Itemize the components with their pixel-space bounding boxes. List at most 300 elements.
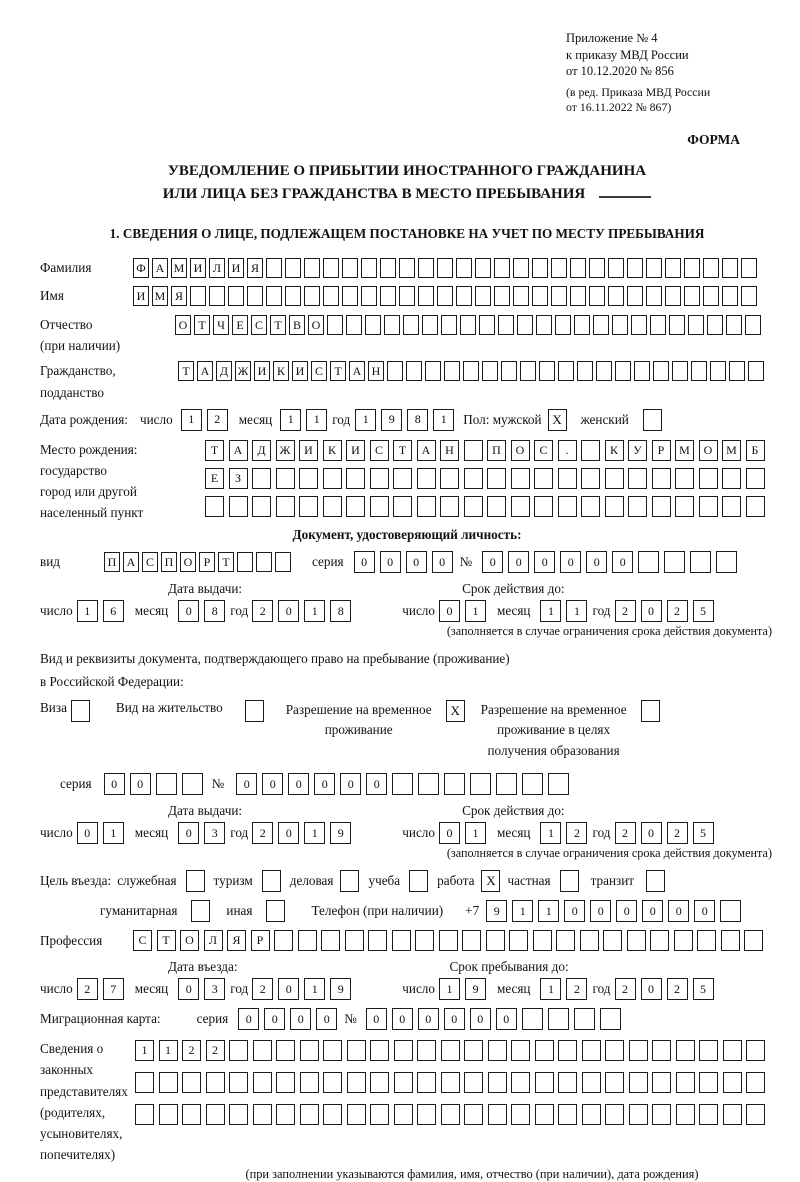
form-cell[interactable]: 1 [181, 409, 202, 431]
form-cell[interactable]: 0 [238, 1008, 259, 1030]
form-cell[interactable]: 2 [206, 1040, 225, 1061]
form-cell[interactable]: 0 [534, 551, 555, 573]
form-cell[interactable]: 0 [496, 1008, 517, 1030]
purpose-study-checkbox[interactable] [409, 870, 428, 892]
form-cell[interactable] [745, 315, 761, 335]
form-cell[interactable] [741, 258, 757, 278]
form-cell[interactable]: 0 [508, 551, 529, 573]
form-cell[interactable] [581, 440, 600, 461]
form-cell[interactable]: 0 [470, 1008, 491, 1030]
form-cell[interactable]: О [180, 930, 199, 951]
form-cell[interactable]: 1 [280, 409, 301, 431]
form-cell[interactable]: 0 [264, 1008, 285, 1030]
form-cell[interactable] [699, 496, 718, 517]
form-cell[interactable]: 1 [355, 409, 376, 431]
form-cell[interactable] [605, 496, 624, 517]
purpose-other-checkbox[interactable] [266, 900, 285, 922]
form-cell[interactable] [135, 1072, 154, 1093]
form-cell[interactable]: 2 [252, 600, 273, 622]
form-cell[interactable]: 9 [381, 409, 402, 431]
form-cell[interactable]: С [142, 552, 158, 572]
form-cell[interactable] [418, 258, 434, 278]
form-cell[interactable] [285, 286, 301, 306]
visa-checkbox[interactable] [71, 700, 90, 722]
form-cell[interactable]: Т [330, 361, 346, 381]
form-cell[interactable] [417, 496, 436, 517]
form-cell[interactable]: 8 [407, 409, 428, 431]
form-cell[interactable] [323, 286, 339, 306]
form-cell[interactable] [723, 1072, 742, 1093]
form-cell[interactable]: 0 [290, 1008, 311, 1030]
form-cell[interactable]: 0 [316, 1008, 337, 1030]
form-cell[interactable] [608, 286, 624, 306]
form-cell[interactable] [520, 361, 536, 381]
form-cell[interactable] [276, 468, 295, 489]
form-cell[interactable] [253, 1072, 272, 1093]
form-cell[interactable] [535, 1040, 554, 1061]
form-cell[interactable]: Ч [213, 315, 229, 335]
form-cell[interactable] [534, 468, 553, 489]
form-cell[interactable]: 1 [540, 822, 561, 844]
form-cell[interactable]: Т [194, 315, 210, 335]
form-cell[interactable]: Т [393, 440, 412, 461]
form-cell[interactable] [558, 468, 577, 489]
form-cell[interactable] [653, 361, 669, 381]
form-cell[interactable] [437, 286, 453, 306]
form-cell[interactable] [190, 286, 206, 306]
form-cell[interactable] [486, 930, 505, 951]
form-cell[interactable] [558, 496, 577, 517]
form-cell[interactable] [406, 361, 422, 381]
form-cell[interactable]: О [175, 315, 191, 335]
form-cell[interactable] [675, 496, 694, 517]
form-cell[interactable] [605, 1072, 624, 1093]
form-cell[interactable] [470, 773, 491, 795]
form-cell[interactable] [440, 468, 459, 489]
form-cell[interactable]: 0 [77, 822, 98, 844]
form-cell[interactable] [361, 286, 377, 306]
form-cell[interactable]: 1 [538, 900, 559, 922]
form-cell[interactable] [460, 315, 476, 335]
form-cell[interactable] [266, 286, 282, 306]
form-cell[interactable]: 0 [482, 551, 503, 573]
form-cell[interactable] [300, 1104, 319, 1125]
form-cell[interactable]: И [292, 361, 308, 381]
form-cell[interactable] [440, 496, 459, 517]
form-cell[interactable]: 1 [566, 600, 587, 622]
form-cell[interactable] [664, 551, 685, 573]
form-cell[interactable] [441, 1104, 460, 1125]
form-cell[interactable] [274, 930, 293, 951]
form-cell[interactable] [482, 361, 498, 381]
form-cell[interactable]: 5 [693, 978, 714, 1000]
form-cell[interactable]: 0 [694, 900, 715, 922]
form-cell[interactable] [399, 286, 415, 306]
form-cell[interactable] [462, 930, 481, 951]
form-cell[interactable] [361, 258, 377, 278]
sex-male-checkbox[interactable]: X [548, 409, 567, 431]
form-cell[interactable]: 1 [540, 600, 561, 622]
form-cell[interactable] [676, 1040, 695, 1061]
form-cell[interactable]: Ж [276, 440, 295, 461]
form-cell[interactable] [574, 315, 590, 335]
form-cell[interactable]: К [273, 361, 289, 381]
form-cell[interactable] [209, 286, 225, 306]
form-cell[interactable] [370, 468, 389, 489]
form-cell[interactable] [511, 496, 530, 517]
form-cell[interactable] [627, 286, 643, 306]
form-cell[interactable] [496, 773, 517, 795]
form-cell[interactable]: Т [178, 361, 194, 381]
form-cell[interactable] [629, 1072, 648, 1093]
form-cell[interactable]: 2 [566, 978, 587, 1000]
form-cell[interactable] [327, 315, 343, 335]
form-cell[interactable] [570, 286, 586, 306]
form-cell[interactable]: Я [247, 258, 263, 278]
form-cell[interactable] [522, 1008, 543, 1030]
form-cell[interactable] [600, 1008, 621, 1030]
form-cell[interactable] [182, 773, 203, 795]
form-cell[interactable] [699, 1072, 718, 1093]
form-cell[interactable]: 2 [252, 822, 273, 844]
form-cell[interactable] [346, 496, 365, 517]
form-cell[interactable]: 9 [486, 900, 507, 922]
form-cell[interactable] [346, 315, 362, 335]
form-cell[interactable]: И [299, 440, 318, 461]
form-cell[interactable] [456, 258, 472, 278]
form-cell[interactable] [722, 496, 741, 517]
form-cell[interactable]: 0 [354, 551, 375, 573]
form-cell[interactable] [365, 315, 381, 335]
form-cell[interactable] [532, 286, 548, 306]
form-cell[interactable] [387, 361, 403, 381]
form-cell[interactable] [417, 468, 436, 489]
form-cell[interactable]: Д [216, 361, 232, 381]
form-cell[interactable] [417, 1072, 436, 1093]
form-cell[interactable] [229, 496, 248, 517]
form-cell[interactable]: И [190, 258, 206, 278]
form-cell[interactable] [253, 1040, 272, 1061]
form-cell[interactable] [722, 468, 741, 489]
form-cell[interactable]: 2 [667, 600, 688, 622]
form-cell[interactable]: Р [652, 440, 671, 461]
form-cell[interactable] [275, 552, 291, 572]
form-cell[interactable] [380, 258, 396, 278]
form-cell[interactable] [464, 496, 483, 517]
form-cell[interactable] [488, 1072, 507, 1093]
form-cell[interactable] [650, 930, 669, 951]
form-cell[interactable]: 0 [641, 600, 662, 622]
form-cell[interactable] [646, 258, 662, 278]
form-cell[interactable] [593, 315, 609, 335]
form-cell[interactable]: 2 [182, 1040, 201, 1061]
form-cell[interactable] [323, 496, 342, 517]
form-cell[interactable] [675, 468, 694, 489]
form-cell[interactable] [746, 1104, 765, 1125]
form-cell[interactable]: 2 [667, 822, 688, 844]
form-cell[interactable]: 9 [465, 978, 486, 1000]
form-cell[interactable] [380, 286, 396, 306]
form-cell[interactable] [710, 361, 726, 381]
form-cell[interactable] [285, 258, 301, 278]
form-cell[interactable]: П [104, 552, 120, 572]
form-cell[interactable]: 0 [642, 900, 663, 922]
form-cell[interactable]: 2 [615, 978, 636, 1000]
form-cell[interactable]: 0 [366, 1008, 387, 1030]
form-cell[interactable] [441, 1040, 460, 1061]
form-cell[interactable]: 0 [366, 773, 387, 795]
form-cell[interactable] [229, 1072, 248, 1093]
form-cell[interactable]: Н [440, 440, 459, 461]
form-cell[interactable] [746, 496, 765, 517]
purpose-transit-checkbox[interactable] [646, 870, 665, 892]
form-cell[interactable]: 0 [444, 1008, 465, 1030]
form-cell[interactable]: З [229, 468, 248, 489]
form-cell[interactable]: 0 [560, 551, 581, 573]
form-cell[interactable]: О [308, 315, 324, 335]
form-cell[interactable] [726, 315, 742, 335]
form-cell[interactable]: 5 [693, 600, 714, 622]
form-cell[interactable] [582, 1072, 601, 1093]
form-cell[interactable] [629, 1040, 648, 1061]
form-cell[interactable]: 0 [340, 773, 361, 795]
form-cell[interactable] [707, 315, 723, 335]
form-cell[interactable] [574, 1008, 595, 1030]
form-cell[interactable] [556, 930, 575, 951]
form-cell[interactable] [156, 773, 177, 795]
form-cell[interactable]: 0 [380, 551, 401, 573]
form-cell[interactable] [463, 361, 479, 381]
form-cell[interactable]: Л [204, 930, 223, 951]
form-cell[interactable] [182, 1104, 201, 1125]
form-cell[interactable] [634, 361, 650, 381]
form-cell[interactable]: П [487, 440, 506, 461]
form-cell[interactable] [652, 1072, 671, 1093]
form-cell[interactable] [229, 1040, 248, 1061]
form-cell[interactable]: 0 [590, 900, 611, 922]
form-cell[interactable]: В [289, 315, 305, 335]
form-cell[interactable]: М [152, 286, 168, 306]
form-cell[interactable] [422, 315, 438, 335]
form-cell[interactable] [323, 258, 339, 278]
form-cell[interactable] [488, 1040, 507, 1061]
form-cell[interactable] [699, 1040, 718, 1061]
form-cell[interactable]: 6 [103, 600, 124, 622]
form-cell[interactable]: Л [209, 258, 225, 278]
form-cell[interactable]: 1 [135, 1040, 154, 1061]
form-cell[interactable]: 0 [418, 1008, 439, 1030]
form-cell[interactable] [551, 286, 567, 306]
purpose-tourism-checkbox[interactable] [262, 870, 281, 892]
form-cell[interactable] [498, 315, 514, 335]
form-cell[interactable] [475, 258, 491, 278]
form-cell[interactable] [570, 258, 586, 278]
form-cell[interactable] [456, 286, 472, 306]
form-cell[interactable]: 0 [406, 551, 427, 573]
form-cell[interactable] [729, 361, 745, 381]
form-cell[interactable]: 3 [204, 978, 225, 1000]
form-cell[interactable]: 9 [330, 978, 351, 1000]
form-cell[interactable]: 0 [278, 822, 299, 844]
form-cell[interactable] [522, 773, 543, 795]
form-cell[interactable] [441, 1072, 460, 1093]
form-cell[interactable] [323, 468, 342, 489]
form-cell[interactable]: 1 [512, 900, 533, 922]
form-cell[interactable] [135, 1104, 154, 1125]
form-cell[interactable]: А [349, 361, 365, 381]
form-cell[interactable]: 1 [465, 822, 486, 844]
form-cell[interactable] [577, 361, 593, 381]
form-cell[interactable] [425, 361, 441, 381]
form-cell[interactable] [690, 551, 711, 573]
form-cell[interactable] [628, 468, 647, 489]
form-cell[interactable]: А [417, 440, 436, 461]
form-cell[interactable]: Ф [133, 258, 149, 278]
form-cell[interactable] [676, 1072, 695, 1093]
form-cell[interactable]: 1 [304, 822, 325, 844]
form-cell[interactable] [342, 286, 358, 306]
form-cell[interactable] [252, 468, 271, 489]
form-cell[interactable]: С [133, 930, 152, 951]
form-cell[interactable] [464, 440, 483, 461]
form-cell[interactable] [605, 468, 624, 489]
form-cell[interactable] [299, 496, 318, 517]
form-cell[interactable] [392, 773, 413, 795]
form-cell[interactable]: 0 [314, 773, 335, 795]
purpose-business-checkbox[interactable] [186, 870, 205, 892]
form-cell[interactable] [744, 930, 763, 951]
form-cell[interactable]: 0 [439, 822, 460, 844]
form-cell[interactable] [370, 1104, 389, 1125]
form-cell[interactable] [444, 773, 465, 795]
form-cell[interactable]: 0 [668, 900, 689, 922]
form-cell[interactable] [555, 315, 571, 335]
form-cell[interactable] [342, 258, 358, 278]
form-cell[interactable]: 0 [178, 600, 199, 622]
form-cell[interactable]: Н [368, 361, 384, 381]
form-cell[interactable] [684, 258, 700, 278]
form-cell[interactable]: 0 [236, 773, 257, 795]
form-cell[interactable] [417, 1104, 436, 1125]
form-cell[interactable]: 1 [540, 978, 561, 1000]
form-cell[interactable] [276, 1104, 295, 1125]
form-cell[interactable]: 1 [304, 600, 325, 622]
form-cell[interactable]: К [605, 440, 624, 461]
form-cell[interactable]: 0 [288, 773, 309, 795]
form-cell[interactable] [509, 930, 528, 951]
form-cell[interactable] [589, 258, 605, 278]
form-cell[interactable] [669, 315, 685, 335]
form-cell[interactable]: С [311, 361, 327, 381]
form-cell[interactable] [394, 1040, 413, 1061]
form-cell[interactable] [321, 930, 340, 951]
form-cell[interactable]: У [628, 440, 647, 461]
form-cell[interactable]: 0 [439, 600, 460, 622]
form-cell[interactable] [464, 1072, 483, 1093]
form-cell[interactable] [298, 930, 317, 951]
form-cell[interactable] [252, 496, 271, 517]
form-cell[interactable] [415, 930, 434, 951]
form-cell[interactable] [206, 1104, 225, 1125]
form-cell[interactable]: А [197, 361, 213, 381]
form-cell[interactable]: А [229, 440, 248, 461]
form-cell[interactable]: 2 [667, 978, 688, 1000]
form-cell[interactable] [672, 361, 688, 381]
form-cell[interactable] [558, 1040, 577, 1061]
form-cell[interactable] [487, 468, 506, 489]
form-cell[interactable]: Я [171, 286, 187, 306]
form-cell[interactable]: 2 [566, 822, 587, 844]
form-cell[interactable] [247, 286, 263, 306]
form-cell[interactable]: 0 [178, 978, 199, 1000]
form-cell[interactable] [464, 1104, 483, 1125]
form-cell[interactable] [205, 496, 224, 517]
form-cell[interactable]: 3 [204, 822, 225, 844]
form-cell[interactable] [589, 286, 605, 306]
form-cell[interactable] [439, 930, 458, 951]
form-cell[interactable] [629, 1104, 648, 1125]
form-cell[interactable]: 2 [77, 978, 98, 1000]
residence-permit-checkbox[interactable] [245, 700, 264, 722]
form-cell[interactable]: Т [270, 315, 286, 335]
form-cell[interactable]: Р [251, 930, 270, 951]
form-cell[interactable] [551, 258, 567, 278]
purpose-work-checkbox[interactable]: X [481, 870, 500, 892]
form-cell[interactable] [697, 930, 716, 951]
form-cell[interactable] [299, 468, 318, 489]
form-cell[interactable]: И [254, 361, 270, 381]
form-cell[interactable]: 2 [615, 600, 636, 622]
form-cell[interactable] [741, 286, 757, 306]
purpose-private-checkbox[interactable] [560, 870, 579, 892]
form-cell[interactable]: 2 [207, 409, 228, 431]
form-cell[interactable] [256, 552, 272, 572]
form-cell[interactable]: А [152, 258, 168, 278]
form-cell[interactable] [229, 1104, 248, 1125]
form-cell[interactable]: О [180, 552, 196, 572]
form-cell[interactable] [399, 258, 415, 278]
form-cell[interactable] [237, 552, 253, 572]
form-cell[interactable]: 1 [433, 409, 454, 431]
form-cell[interactable]: 9 [330, 822, 351, 844]
form-cell[interactable] [688, 315, 704, 335]
form-cell[interactable] [300, 1040, 319, 1061]
form-cell[interactable] [417, 1040, 436, 1061]
form-cell[interactable] [393, 468, 412, 489]
form-cell[interactable]: 5 [693, 822, 714, 844]
form-cell[interactable]: 0 [612, 551, 633, 573]
form-cell[interactable]: 1 [304, 978, 325, 1000]
form-cell[interactable] [703, 258, 719, 278]
form-cell[interactable]: 0 [262, 773, 283, 795]
form-cell[interactable] [535, 1072, 554, 1093]
form-cell[interactable] [487, 496, 506, 517]
form-cell[interactable] [748, 361, 764, 381]
form-cell[interactable] [596, 361, 612, 381]
purpose-humanitarian-checkbox[interactable] [191, 900, 210, 922]
form-cell[interactable] [368, 930, 387, 951]
form-cell[interactable]: 0 [432, 551, 453, 573]
form-cell[interactable] [628, 496, 647, 517]
form-cell[interactable]: Т [157, 930, 176, 951]
form-cell[interactable] [384, 315, 400, 335]
form-cell[interactable] [370, 1072, 389, 1093]
form-cell[interactable] [723, 1040, 742, 1061]
form-cell[interactable]: 1 [465, 600, 486, 622]
form-cell[interactable]: 2 [615, 822, 636, 844]
form-cell[interactable] [674, 930, 693, 951]
form-cell[interactable]: 0 [392, 1008, 413, 1030]
